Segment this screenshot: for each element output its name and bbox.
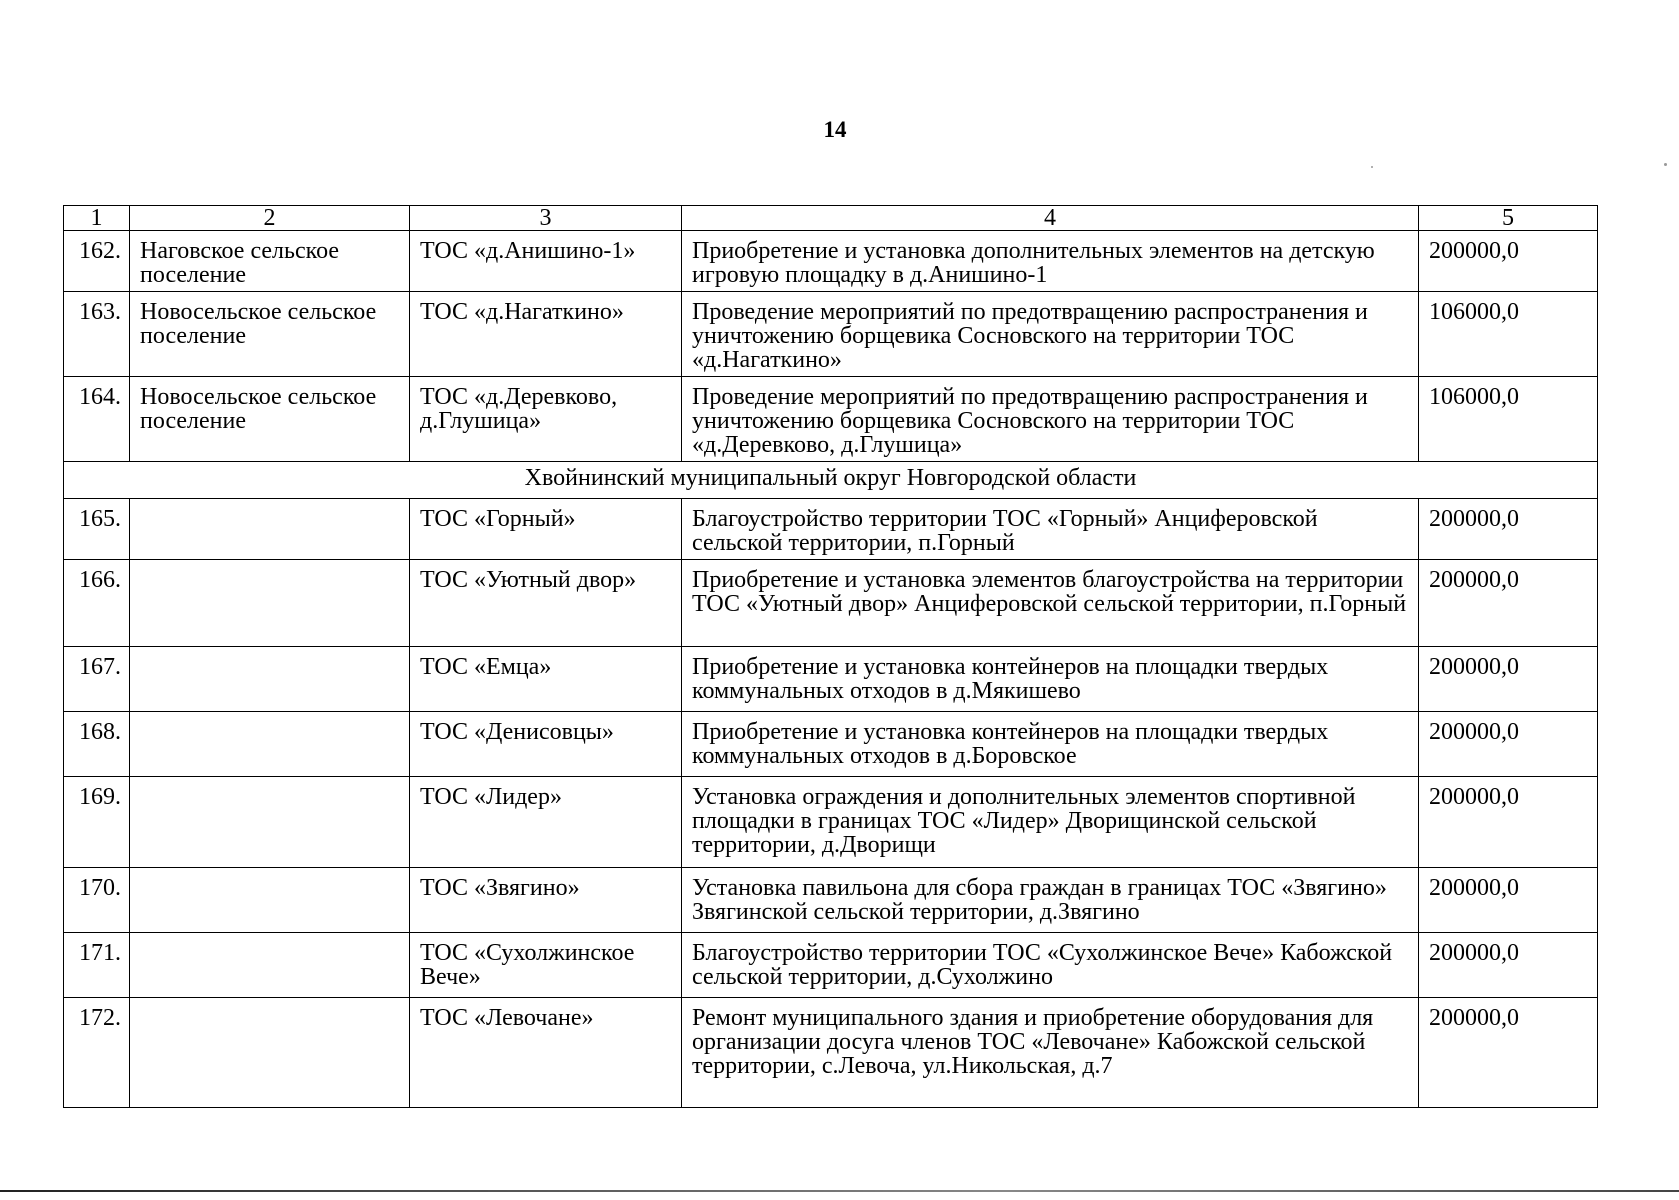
description-cell: Приобретение и установка контейнеров на площадки твердых коммунальных отходов в д.Боровское (682, 712, 1419, 777)
row-number: 170. (64, 868, 130, 933)
settlement-cell (130, 933, 410, 998)
tos-cell: ТОС «Денисовцы» (410, 712, 682, 777)
column-header: 1 (64, 206, 130, 231)
description-cell: Благоустройство территории ТОС «Горный» Анциферовской сельской территории, п.Горный (682, 499, 1419, 560)
column-header: 3 (410, 206, 682, 231)
table-row (64, 499, 1598, 560)
amount-cell: 200000,0 (1419, 868, 1598, 933)
settlement-cell (130, 499, 410, 560)
settlement-cell: Новосельское сельское поселение (130, 377, 410, 462)
description-cell: Приобретение и установка элементов благоустройства на территории ТОС «Уютный двор» Анциферовской сельской территории, п.Горный (682, 560, 1419, 647)
description-cell: Проведение мероприятий по предотвращению распространения и уничтожению борщевика Сосновского на территории ТОС «д.Деревково, д.Глушица» (682, 377, 1419, 462)
tos-cell: ТОС «Сухолжинское Вече» (410, 933, 682, 998)
tos-cell: ТОС «д.Анишино-1» (410, 231, 682, 292)
table-row (64, 777, 1598, 868)
description-cell: Установка ограждения и дополнительных элементов спортивной площадки в границах ТОС «Лидер» Дворищинской сельской территории, д.Дворищи (682, 777, 1419, 868)
column-header: 2 (130, 206, 410, 231)
tos-cell: ТОС «д.Деревково, д.Глушица» (410, 377, 682, 462)
row-number: 172. (64, 998, 130, 1108)
settlement-cell (130, 777, 410, 868)
row-number: 163. (64, 292, 130, 377)
row-number: 171. (64, 933, 130, 998)
row-number: 169. (64, 777, 130, 868)
settlement-cell (130, 647, 410, 712)
section-row (64, 462, 1598, 499)
tos-cell: ТОС «Уютный двор» (410, 560, 682, 647)
settlement-cell (130, 560, 410, 647)
table-row (64, 560, 1598, 647)
amount-cell: 106000,0 (1419, 377, 1598, 462)
amount-cell: 200000,0 (1419, 499, 1598, 560)
amount-cell: 200000,0 (1419, 560, 1598, 647)
tos-cell: ТОС «д.Нагаткино» (410, 292, 682, 377)
description-cell: Приобретение и установка контейнеров на площадки твердых коммунальных отходов в д.Мякишево (682, 647, 1419, 712)
appropriation-table (63, 205, 1598, 1108)
table-row (64, 647, 1598, 712)
tos-cell: ТОС «Горный» (410, 499, 682, 560)
tos-cell: ТОС «Звягино» (410, 868, 682, 933)
description-cell: Установка павильона для сбора граждан в границах ТОС «Звягино» Звягинской сельской территории, д.Звягино (682, 868, 1419, 933)
row-number: 166. (64, 560, 130, 647)
description-cell: Ремонт муниципального здания и приобретение оборудования для организации досуга членов ТОС «Левочане» Кабожской сельской территории, с.Левоча, ул.Никольская, д.7 (682, 998, 1419, 1108)
table-row (64, 998, 1598, 1108)
settlement-cell (130, 868, 410, 933)
table-row (64, 231, 1598, 292)
description-cell: Проведение мероприятий по предотвращению распространения и уничтожению борщевика Сосновского на территории ТОС «д.Нагаткино» (682, 292, 1419, 377)
settlement-cell: Новосельское сельское поселение (130, 292, 410, 377)
page-number: 14 (823, 117, 847, 142)
section-title: Хвойнинский муниципальный округ Новгородской области (64, 462, 1598, 499)
description-cell: Приобретение и установка дополнительных элементов на детскую игровую площадку в д.Анишино-1 (682, 231, 1419, 292)
scan-edge-line (0, 1190, 1679, 1192)
amount-cell: 106000,0 (1419, 292, 1598, 377)
row-number: 168. (64, 712, 130, 777)
description-cell: Благоустройство территории ТОС «Сухолжинское Вече» Кабожской сельской территории, д.Сухолжино (682, 933, 1419, 998)
column-header: 4 (682, 206, 1419, 231)
tos-cell: ТОС «Лидер» (410, 777, 682, 868)
amount-cell: 200000,0 (1419, 777, 1598, 868)
settlement-cell (130, 998, 410, 1108)
column-header: 5 (1419, 206, 1598, 231)
table-row (64, 292, 1598, 377)
column-number-row (64, 206, 1598, 231)
row-number: 162. (64, 231, 130, 292)
row-number: 167. (64, 647, 130, 712)
settlement-cell: Наговское сельское поселение (130, 231, 410, 292)
table-row (64, 712, 1598, 777)
amount-cell: 200000,0 (1419, 933, 1598, 998)
table-row (64, 868, 1598, 933)
row-number: 164. (64, 377, 130, 462)
amount-cell: 200000,0 (1419, 231, 1598, 292)
scan-speck (1664, 163, 1667, 166)
tos-cell: ТОС «Левочане» (410, 998, 682, 1108)
table-row (64, 377, 1598, 462)
row-number: 165. (64, 499, 130, 560)
amount-cell: 200000,0 (1419, 998, 1598, 1108)
scan-speck (1371, 166, 1373, 168)
amount-cell: 200000,0 (1419, 712, 1598, 777)
tos-cell: ТОС «Емца» (410, 647, 682, 712)
table-row (64, 933, 1598, 998)
settlement-cell (130, 712, 410, 777)
amount-cell: 200000,0 (1419, 647, 1598, 712)
